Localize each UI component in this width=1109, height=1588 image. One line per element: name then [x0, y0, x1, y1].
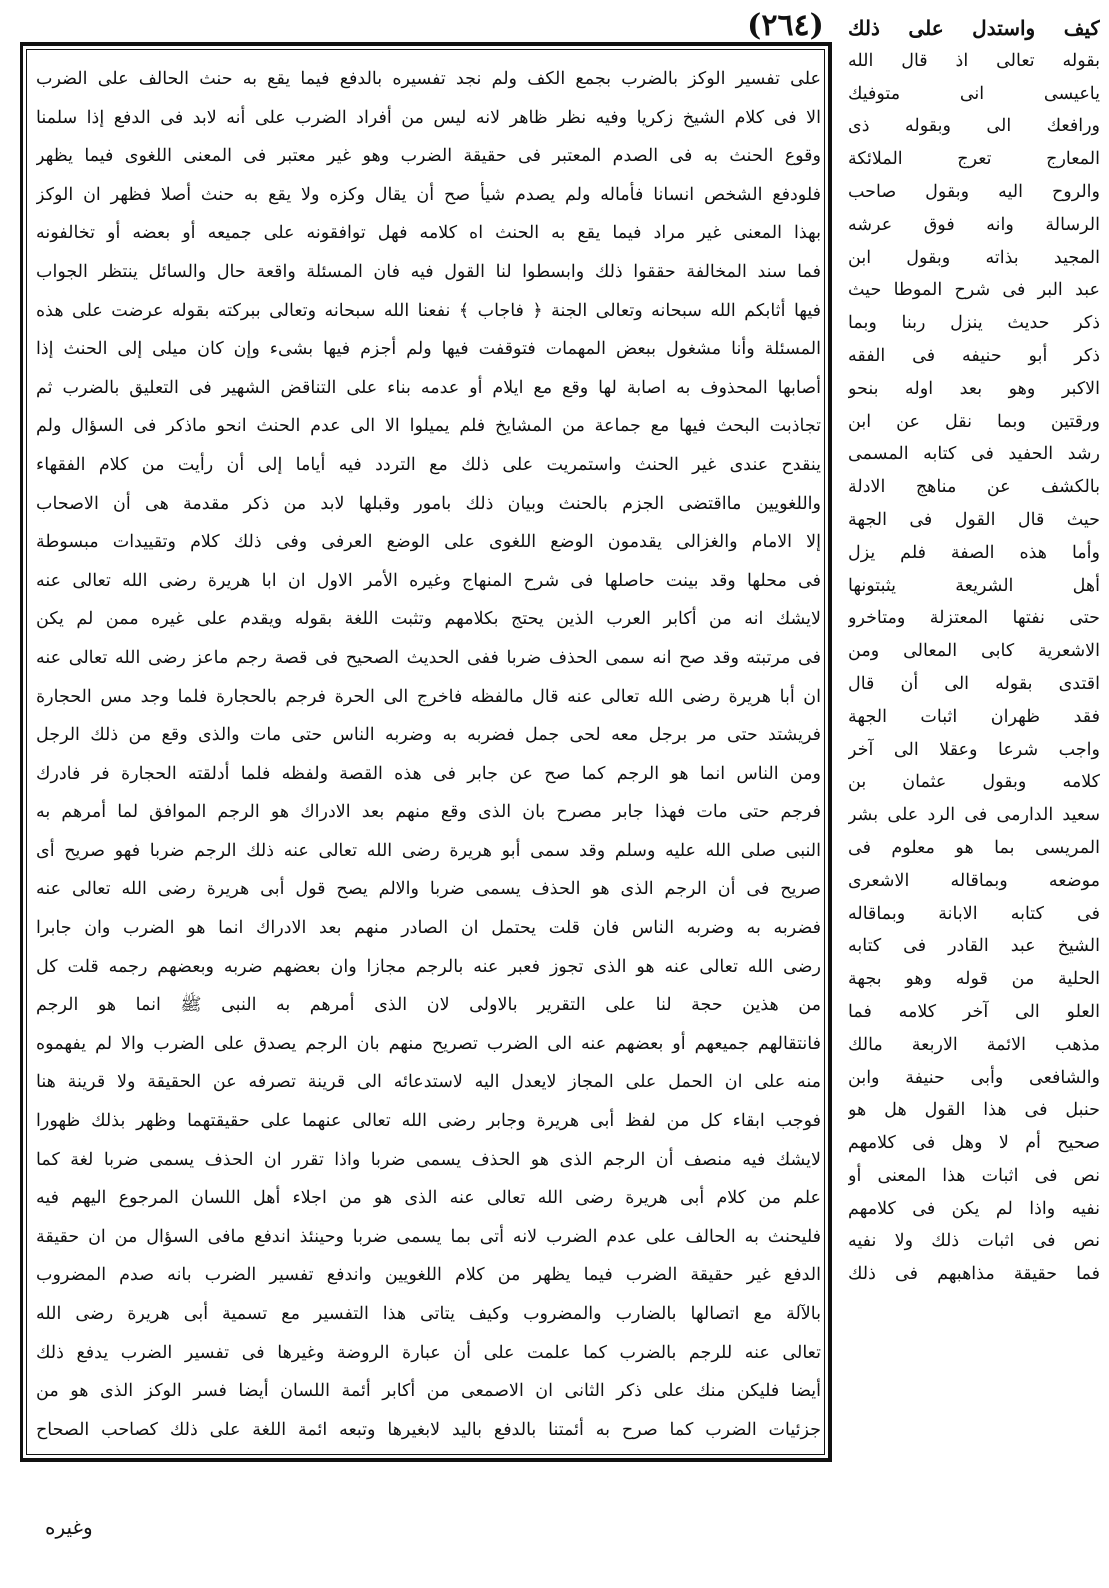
main-text-line: فما سند المخالفة حققوا ذلك وابسطوا لنا القول فيه فان المسئلة واقعة حال والسائل ينتظر الجواب	[36, 261, 821, 282]
main-text-line: فى محلها وقد بينت حاصلها فى شرح المنهاج وغيره الأمر الاول ان ابا هريرة رضى الله تعالى عنه	[36, 570, 821, 591]
main-text-line: صريح فى أن الرجم الذى هو الحذف يسمى ضربا والالم يصح قول أبى هريرة رضى الله تعالى عنه	[36, 879, 821, 900]
margin-text-line: ذكر أبو حنيفه فى الفقه	[848, 345, 1100, 366]
margin-text-line: نص فى اثبات ذلك ولا نفيه	[848, 1231, 1100, 1252]
margin-text-line: ياعيسى انى متوفيك	[848, 83, 1100, 104]
main-text-line: لايشك انه من أكابر العرب الذين يحتج بكلامهم وتثبت اللغة بقوله ويقدم على غيره ممن لم يكن	[36, 609, 821, 630]
margin-text-line: الحلية من قوله وهو بجهة	[848, 969, 1100, 990]
main-text-line: تعالى عنه للرجم بالضرب كما علمت على أن عبارة الروضة وغيرها فى تفسير الضرب يدفع ذلك	[36, 1342, 821, 1363]
main-text-line: علم من كلام أبى هريرة رضى الله تعالى عنه الذى هو من اجلاء أهل اللسان المرجوع اليهم فيه	[36, 1188, 821, 1209]
main-text-line: فيها أثابكم الله سبحانه وتعالى الجنة ﴿ فاجاب ﴾ نفعنا الله سبحانه وتعالى ببركته بقوله عرضت على هذه	[36, 300, 821, 321]
margin-text-line: سعيد الدارمى فى الرد على بشر	[848, 805, 1100, 826]
margin-text-line: المجيد بذاته وبقول ابن	[848, 247, 1100, 268]
margin-text-line: بقوله تعالى اذ قال الله	[848, 50, 1100, 71]
margin-text-line: فقد ظهران اثبات الجهة	[848, 706, 1100, 727]
margin-text-line: عبد البر فى شرح الموطا حيث	[848, 280, 1100, 301]
main-text-line: ومن الناس انما هو الرجم كما صح عن جابر فى هذه القصة ولفظه فلما أدلقته الحجارة فر فادرك	[36, 763, 821, 784]
main-text-line: فلودفع الشخص انسانا فأماله ولم يصدم شيأ صح أن يقال وكزه ولا يقع به حنث أصلا فظهر ان الوكز	[36, 184, 821, 205]
main-text-line: فضربه به وضربه الناس فان قلت يحتمل ان الصادر منهم بعد الادراك انما هو الضرب وان جابرا	[36, 918, 821, 939]
margin-text-line: الشيخ عبد القادر فى كتابه	[848, 936, 1100, 957]
margin-text-line: نفيه واذا لم يكن فى كلامهم	[848, 1198, 1100, 1219]
margin-text-line: فى كتابه الابانة وبماقاله	[848, 903, 1100, 924]
footer-catchword: وغيره	[45, 1515, 93, 1539]
main-text-line: من هذين حجة لنا على التقرير بالاولى لان الذى أمرهم به النبى ﷺ انما هو الرجم	[36, 995, 821, 1016]
main-text-line: فانتقالهم جميعهم أو بعضهم عنه الى الضرب تصريح منهم بان الرجم يصدق على الضرب والا لم يفهموه	[36, 1033, 821, 1054]
margin-text-line: ورقتين وبما نقل عن ابن	[848, 411, 1100, 432]
main-text-line: واللغويين مااقتضى الجزم بالحنث وبيان ذلك بامور وقبلها لابد من ذكر مقدمة هى أن الاصحاب	[36, 493, 821, 514]
main-text-line: إلا الامام والغزالى يقدمون الوضع اللغوى على الوضع العرفى وفى ذلك كلام وتقييدات مبسوطة	[36, 532, 821, 553]
main-text-line: بهذا المعنى غير مراد فيما يقع به الحنث اه كلامه فهل توافقونه على جميعه أو بعضه أو تخالفونه	[36, 223, 821, 244]
margin-text-line: حتى نفتها المعتزلة ومتاخرو	[848, 608, 1100, 629]
margin-commentary	[848, 12, 1100, 1291]
main-text-line: بالآلة مع اتصالها بالضارب والمضروب وكيف يتاتى هذا التفسير مع تسمية أبى هريرة رضى الله	[36, 1304, 821, 1324]
margin-text-line: حنبل فى هذا القول هل هو	[848, 1100, 1100, 1121]
page-number: (٢٦٤)	[747, 8, 824, 43]
main-text-line: المسئلة وأنا مشغول ببعض المهمات فتوقفت فيها ولم أجزم فيها بشىء وإن كان ميلى إلى الحنث إذا	[36, 339, 821, 360]
margin-text-line: الاكبر وهو بعد اوله بنحو	[848, 378, 1100, 399]
main-text-line: الدفع غير حقيقة الضرب فيما يظهر من كلام اللغويين واندفع تفسير الضرب بانه صدم المضروب	[36, 1265, 821, 1286]
main-text-line: أيضا فليكن منك على ذكر الثانى ان الاصمعى من أكابر أئمة اللسان أيضا فسر الوكز الذى هو من	[36, 1381, 821, 1402]
margin-text-line: حيث قال القول فى الجهة	[848, 509, 1100, 530]
margin-text-line: الرسالة وانه فوق عرشه	[848, 214, 1100, 235]
main-text-line: النبى صلى الله عليه وسلم وقد سمى أبو هريرة رضى الله تعالى عنه ذلك الرجم ضربا فهو صريح أى	[36, 840, 821, 861]
main-text-line: فوجب ابقاء كل من لفظ أبى هريرة وجابر رضى الله تعالى عنهما على حقيقتهما وظهر بذلك ظهورا	[36, 1111, 821, 1132]
margin-text-line: والروح اليه وبقول صاحب	[848, 181, 1100, 202]
margin-text-line: واجب شرعا وعقلا الى آخر	[848, 739, 1100, 760]
margin-text-line: والشافعى وأبى حنيفة وابن	[848, 1067, 1100, 1088]
main-text-line: الا فى كلام الشيخ زكريا وفيه نظر ظاهر لانه ليس من أفراد الضرب على أنه لابد فى الدفع إذا سلمنا	[36, 107, 821, 128]
margin-text-line: ذكر حديث ينزل ربنا وبما	[848, 313, 1100, 334]
main-text-line: لايشك فيه منصف أن الرجم الذى هو الحذف يسمى ضربا واذا تقرر ان الحذف يسمى ضربا لغة كما	[36, 1149, 821, 1170]
margin-text-line: صحيح أم لا وهل فى كلامهم	[848, 1133, 1100, 1154]
margin-text-line: موضعه وبماقاله الاشعرى	[848, 870, 1100, 891]
margin-text-line: رشد الحفيد فى كتابه المسمى	[848, 444, 1100, 465]
main-text-line: فليحنث به الحالف على عدم الضرب لانه أتى بما يسمى ضربا وحينئذ اندفع مافى السؤال من ان حقيقة	[36, 1226, 821, 1247]
main-text-line: فى مرتبته وقد صح انه سمى الحذف ضربا ففى الحديث الصحيح فى قصة رجم ماعز رضى الله تعالى عنه	[36, 647, 821, 668]
margin-text-line: اقتدى بقوله الى أن قال	[848, 673, 1100, 694]
margin-text-line: العلو الى آخر كلامه فما	[848, 1001, 1100, 1022]
main-text-line: وقوع الحنث به فى الصدم المعتبر فى حقيقة الضرب وهو غير معتبر فى المعنى اللغوى فيما يظهر	[36, 146, 821, 167]
main-text-line: رضى الله تعالى عنه هو الذى تجوز فعبر عنه بالرجم مجازا وان بعضهم ضربه وبعضهم رجمه قلت كل	[36, 956, 821, 977]
margin-text-line: فما حقيقة مذاهبهم فى ذلك	[848, 1264, 1100, 1285]
margin-text-line: بالكشف عن مناهج الادلة	[848, 477, 1100, 498]
margin-text-line: كيف واستدل على ذلك	[848, 16, 1100, 40]
margin-text-line: أهل الشريعة يثبتونها	[848, 575, 1100, 596]
margin-text-line: وأما هذه الصفة فلم يزل	[848, 542, 1100, 563]
main-text-line: على تفسير الوكز بالضرب بجمع الكف ولم نجد تفسيره بالدفع فيما يقع به حنث الحالف على الضرب	[36, 69, 821, 89]
main-text-line: أصابها المحذوف به اصابة لها وقع مع ايلام أو عدمه بناء على التناقض الشهير فى التعليق بالضرب ثم	[36, 377, 821, 398]
margin-text-line: المعارج تعرج الملائكة	[848, 149, 1100, 170]
main-text-line: فرجم حتى مات فهذا جابر مصرح بان الذى وقع منهم بعد الادراك هو الرجم الموافق لما أمرهم به	[36, 802, 821, 823]
margin-text-line: الاشعرية كابى المعالى ومن	[848, 641, 1100, 662]
margin-text-line: المريسى بما هو معلوم فى	[848, 837, 1100, 858]
main-text-body	[36, 60, 821, 1449]
main-text-line: ينقدح عندى غير الحنث واستمريت على ذلك مع التردد فيه أياما إلى أن رأيت من كلام الفقهاء	[36, 454, 821, 475]
margin-text-line: ورافعك الى وبقوله ذى	[848, 116, 1100, 137]
main-text-line: جزئيات الضرب كما صرح به أئمتنا بالدفع باليد لابغيرها وتبعه ائمة اللغة على ذلك كصاحب الصحاح	[36, 1419, 821, 1440]
main-text-line: فريشتد حتى مر برجل معه لحى جمل فضربه به وضربه الناس حتى مات والذى وقع من ذلك الرجل	[36, 725, 821, 746]
main-text-line: منه على ان الحمل على المجاز لايعدل اليه لاستدعائه الى قرينة تصرفه عن الحقيقة ولا قرينة هنا	[36, 1072, 821, 1093]
margin-text-line: نص فى اثبات هذا المعنى أو	[848, 1165, 1100, 1186]
margin-text-line: مذهب الائمة الاربعة مالك	[848, 1034, 1100, 1055]
main-text-line: ان أبا هريرة رضى الله تعالى عنه قال مالفظه فاخرج الى الحرة فرجم بالحجارة فلما وجد مس الحجارة	[36, 686, 821, 707]
main-text-line: تجاذبت البحث فيها مع جماعة من المشايخ فلم يميلوا الا الى عدم الحنث انحو ماذكر فى السؤال ولم	[36, 416, 821, 437]
margin-text-line: كلامه وبقول عثمان بن	[848, 772, 1100, 793]
